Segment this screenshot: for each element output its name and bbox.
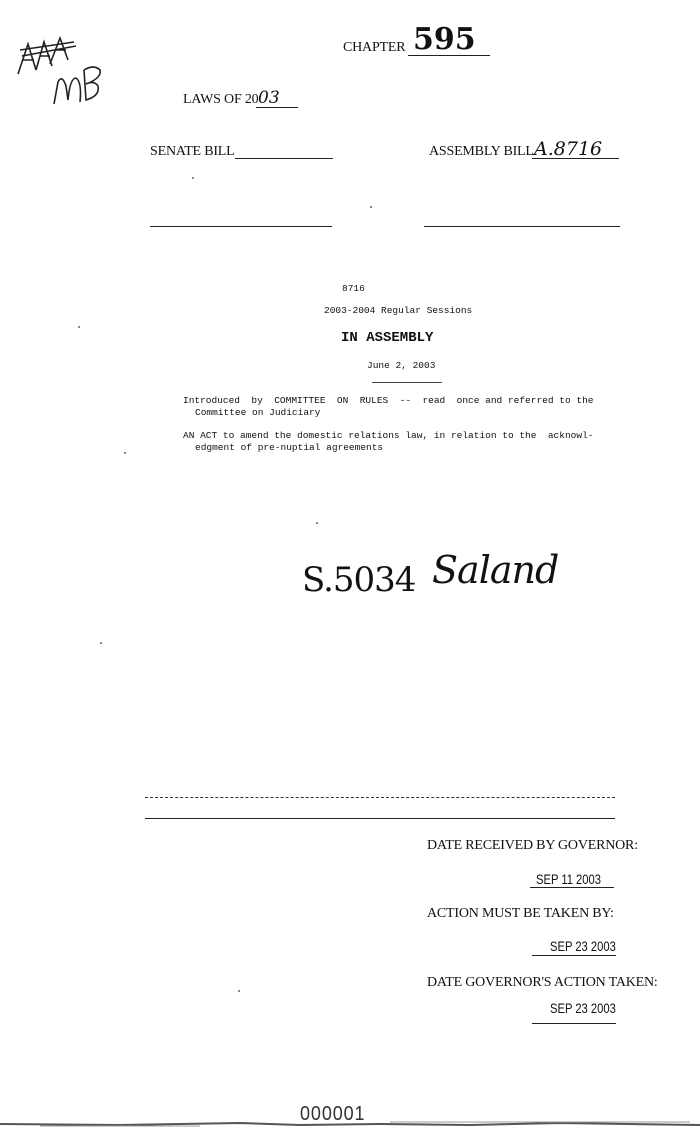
introduced-line-2: Committee on Judiciary (195, 407, 321, 418)
chapter-underline (408, 55, 490, 56)
senate-bill-label: SENATE BILL (150, 144, 235, 159)
action-taken-label: DATE GOVERNOR'S ACTION TAKEN: (427, 975, 658, 990)
bill-date-rule (372, 382, 442, 383)
laws-year: 03 (258, 88, 280, 108)
bill-chamber: IN ASSEMBLY (341, 330, 434, 346)
separator-line-2 (145, 818, 615, 819)
scan-speck (316, 522, 318, 524)
action-by-label: ACTION MUST BE TAKEN BY: (427, 906, 614, 921)
assembly-bill-label: ASSEMBLY BILL (429, 144, 534, 159)
scan-speck (192, 177, 194, 179)
introduced-line-1: Introduced by COMMITTEE ON RULES -- read once and referred to the (183, 395, 594, 406)
act-line-2: edgment of pre-nuptial agreements (195, 442, 384, 453)
laws-label: LAWS OF 20 (183, 92, 259, 107)
action-taken-date-stamp: SEP 23 2003 (550, 1000, 616, 1016)
scan-speck (124, 452, 126, 454)
handwritten-sponsor: Saland (432, 548, 559, 592)
action-by-date-stamp: SEP 23 2003 (550, 938, 616, 954)
handwritten-senate-ref: S.5034 (302, 560, 416, 600)
laws-underline (256, 107, 298, 108)
chapter-number: 595 (413, 22, 476, 57)
action-by-date-underline (532, 955, 616, 956)
received-date-stamp: SEP 11 2003 (536, 871, 601, 887)
scan-speck (370, 206, 372, 208)
assembly-bill-underline (532, 158, 619, 159)
bill-session: 2003-2004 Regular Sessions (324, 305, 473, 316)
bill-date: June 2, 2003 (367, 360, 436, 371)
senate-bill-underline (235, 158, 333, 159)
scan-speck (100, 642, 102, 644)
scan-speck (78, 326, 80, 328)
margin-initials-drawing (14, 30, 124, 110)
bill-number: 8716 (342, 283, 365, 294)
chapter-label: CHAPTER (343, 40, 406, 55)
received-date-underline (530, 887, 614, 888)
scan-speck (238, 990, 240, 992)
separator-line-1 (145, 797, 615, 798)
action-taken-date-underline (532, 1023, 616, 1024)
act-line-1: AN ACT to amend the domestic relations law, in relation to the acknowl- (183, 430, 594, 441)
assembly-bill-number: A.8716 (534, 138, 603, 160)
margin-initials (14, 30, 124, 110)
received-label: DATE RECEIVED BY GOVERNOR: (427, 838, 638, 853)
assembly-signature-line (424, 226, 620, 227)
senate-signature-line (150, 226, 332, 227)
page-number: 000001 (300, 1103, 366, 1125)
